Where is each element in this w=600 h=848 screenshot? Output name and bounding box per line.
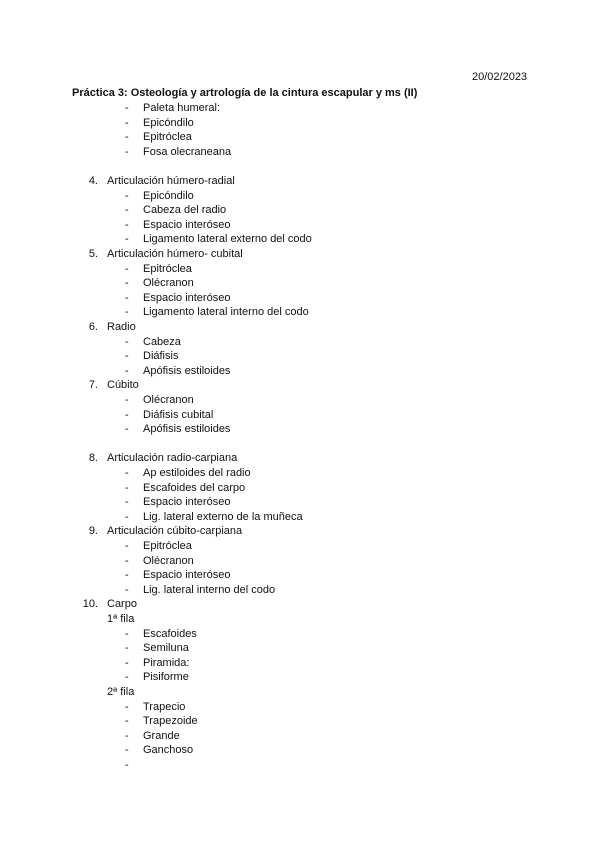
list-item: Epicóndilo <box>143 116 194 129</box>
bullet-dash: - <box>125 277 129 290</box>
subsection-label: 2ª fila <box>107 686 135 698</box>
section-number: 6. <box>88 321 98 333</box>
list-item: Diáfisis cubital <box>143 408 214 421</box>
bullet-dash: - <box>125 744 129 757</box>
list-item: Ap estiloides del radio <box>143 467 251 479</box>
section-number: 7. <box>88 379 98 392</box>
list-item: Espacio interóseo <box>143 218 231 231</box>
bullet-dash: - <box>125 729 129 742</box>
section-title: Articulación húmero-radial <box>107 175 235 187</box>
list-item: Olécranon <box>143 394 194 406</box>
section-number: 10. <box>82 598 98 611</box>
list-item: Epitróclea <box>143 262 192 275</box>
list-item: Grande <box>143 729 180 742</box>
subsection-label: 1ª fila <box>107 613 135 625</box>
list-item: Espacio interóseo <box>143 496 231 509</box>
bullet-dash: - <box>125 131 129 144</box>
bullet-dash: - <box>125 394 129 406</box>
bullet-dash: - <box>125 554 129 567</box>
list-item: Semiluna <box>143 642 189 655</box>
list-item: Escafoides <box>143 627 197 640</box>
bullet-dash: - <box>125 467 129 479</box>
list-item: Piramida: <box>143 656 190 669</box>
section-number: 5. <box>88 248 98 260</box>
list-item: Epitróclea <box>143 131 192 144</box>
section-title: Carpo <box>107 598 137 611</box>
bullet-dash: - <box>125 715 129 728</box>
list-item: Ligamento lateral externo del codo <box>143 233 312 246</box>
bullet-dash: - <box>125 759 129 771</box>
bullet-dash: - <box>125 481 129 494</box>
bullet-dash: - <box>125 350 129 363</box>
list-item: Pisiforme <box>143 671 189 684</box>
bullet-dash: - <box>125 102 129 114</box>
list-item: Olécranon <box>143 277 194 290</box>
bullet-dash: - <box>125 189 129 202</box>
bullet-dash: - <box>125 583 129 596</box>
bullet-dash: - <box>125 642 129 655</box>
bullet-dash: - <box>125 218 129 231</box>
list-item: Epicóndilo <box>143 189 194 202</box>
section-title: Radio <box>107 321 136 333</box>
section-title: Articulación radio-carpiana <box>107 452 238 465</box>
page-title: Práctica 3: Osteología y artrología de la cintura escapular y ms (II) <box>72 87 418 99</box>
list-item: Apófisis estiloides <box>143 423 231 436</box>
bullet-dash: - <box>125 671 129 684</box>
list-item: Espacio interóseo <box>143 291 231 304</box>
list-item: Lig. lateral externo de la muñeca <box>143 510 303 523</box>
section-title: Articulación húmero- cubital <box>107 248 243 260</box>
list-item: Diáfisis <box>143 350 179 363</box>
list-item: Ganchoso <box>143 744 194 757</box>
list-item: Escafoides del carpo <box>143 481 246 494</box>
bullet-dash: - <box>125 569 129 582</box>
bullet-dash: - <box>125 364 129 377</box>
bullet-dash: - <box>125 700 129 713</box>
bullet-dash: - <box>125 627 129 640</box>
bullet-dash: - <box>125 291 129 304</box>
bullet-dash: - <box>125 204 129 217</box>
list-item: Cabeza del radio <box>143 204 227 217</box>
bullet-dash: - <box>125 145 129 158</box>
list-item: Epitróclea <box>143 540 192 552</box>
bullet-dash: - <box>125 540 129 552</box>
list-item: Lig. lateral interno del codo <box>143 583 276 596</box>
section-title: Articulación cúbito-carpiana <box>107 525 243 538</box>
section-number: 9. <box>88 525 98 538</box>
list-item: Ligamento lateral interno del codo <box>143 306 309 319</box>
list-item: Apófisis estiloides <box>143 364 231 377</box>
section-number: 8. <box>88 452 98 465</box>
section-title: Cúbito <box>107 379 139 392</box>
section-number: 4. <box>88 175 98 187</box>
bullet-dash: - <box>125 408 129 421</box>
list-item: Fosa olecraneana <box>143 145 232 158</box>
list-item: Cabeza <box>143 335 181 348</box>
list-item: Olécranon <box>143 554 194 567</box>
bullet-dash: - <box>125 496 129 509</box>
bullet-dash: - <box>125 306 129 319</box>
list-item: Trapecio <box>143 700 186 713</box>
bullet-dash: - <box>125 262 129 275</box>
bullet-dash: - <box>125 233 129 246</box>
list-item: Paleta humeral: <box>143 102 221 114</box>
bullet-dash: - <box>125 423 129 436</box>
bullet-dash: - <box>125 510 129 523</box>
bullet-dash: - <box>125 335 129 348</box>
bullet-dash: - <box>125 116 129 129</box>
list-item: Espacio interóseo <box>143 569 231 582</box>
list-item: Trapezoide <box>143 715 198 728</box>
document-date: 20/02/2023 <box>472 71 528 83</box>
bullet-dash: - <box>125 656 129 669</box>
